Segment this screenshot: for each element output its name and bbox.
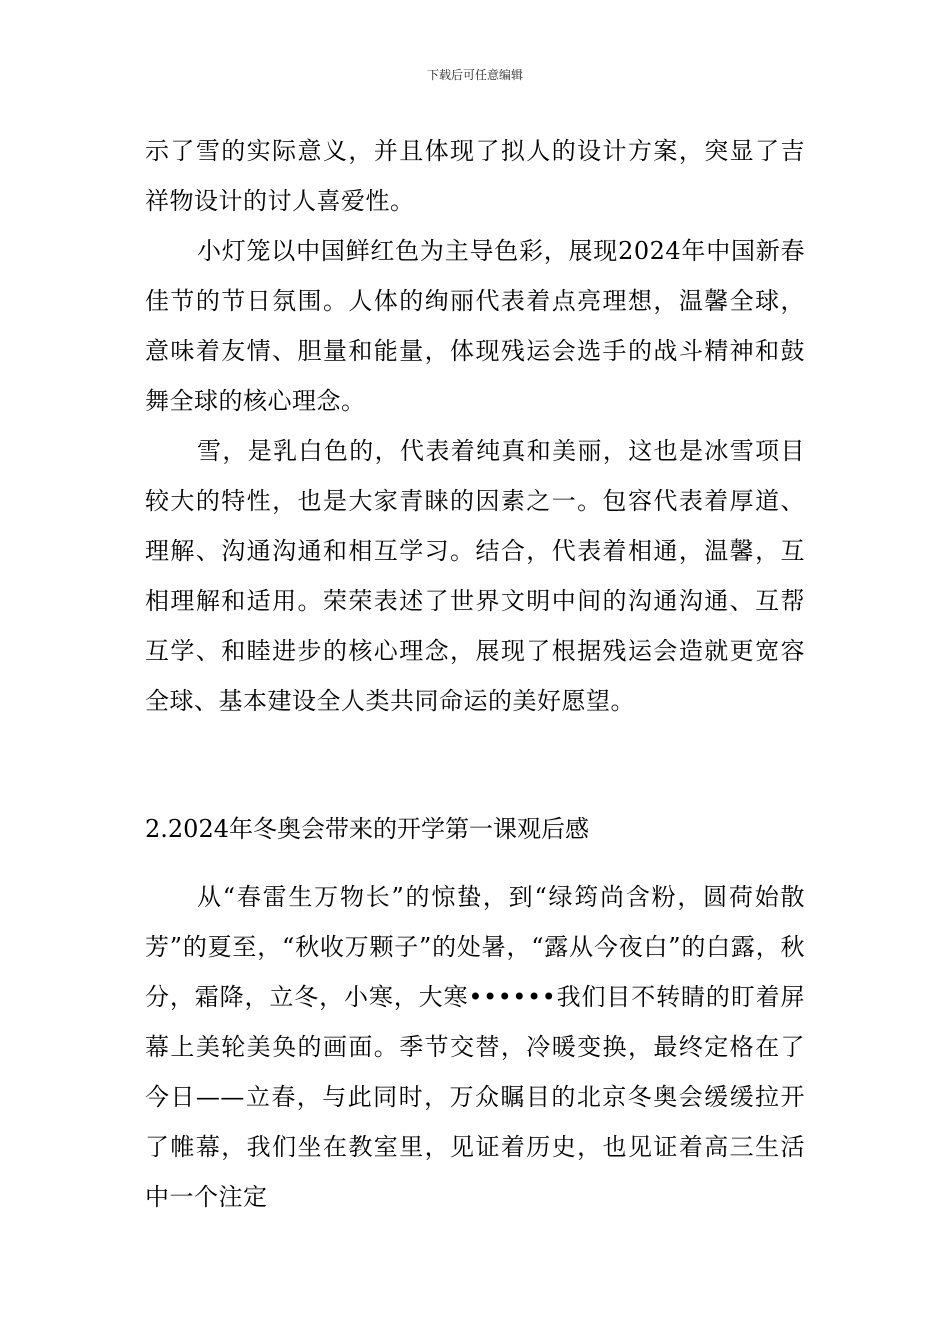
page-header: 下载后可任意编辑 (426, 68, 523, 82)
section-heading: 2.2024年冬奥会带来的开学第一课观后感 (145, 815, 589, 843)
section-2-body (145, 872, 805, 1222)
paragraph-snow: 雪，是乳白色的，代表着纯真和美丽，这也是冰雪项目较大的特性，也是大家青睐的因素之一。包容代表着厚道、理解、沟通沟通和相互学习。结合，代表着相通，温馨，互相理解和适用。荣荣表述了世界文明中间的沟通沟通、互帮互学、和睦进步的核心理念，展现了根据残运会造就更宽容全球、基本建设全人类共同命运的美好愿望。 (145, 437, 805, 715)
paragraph-lantern: 小灯笼以中国鲜红色为主导色彩，展现2024年中国新春佳节的节日氛围。人体的绚丽代表着点亮理想，温馨全球，意味着友情、胆量和能量，体现残运会选手的战斗精神和鼓舞全球的核心理念。 (145, 237, 805, 415)
paragraph-solar-terms: 从“春雷生万物长”的惊蛰，到“绿筠尚含粉，圆荷始散芳”的夏至，“秋收万颗子”的处暑，“露从今夜白”的白露，秋分，霜降，立冬，小寒，大寒••••••我们目不转睛的盯着屏幕上美轮美奂的画面。季节交替，冷暖变换，最终定格在了今日——立春，与此同时，万众瞩目的北京冬奥会缓缓拉开了帷幕，我们坐在教室里，见证着历史，也见证着高三生活中一个注定 (145, 883, 805, 1211)
paragraph-continued: 示了雪的实际意义，并且体现了拟人的设计方案，突显了吉祥物设计的讨人喜爱性。 (145, 137, 805, 215)
section-1-body (145, 126, 805, 726)
